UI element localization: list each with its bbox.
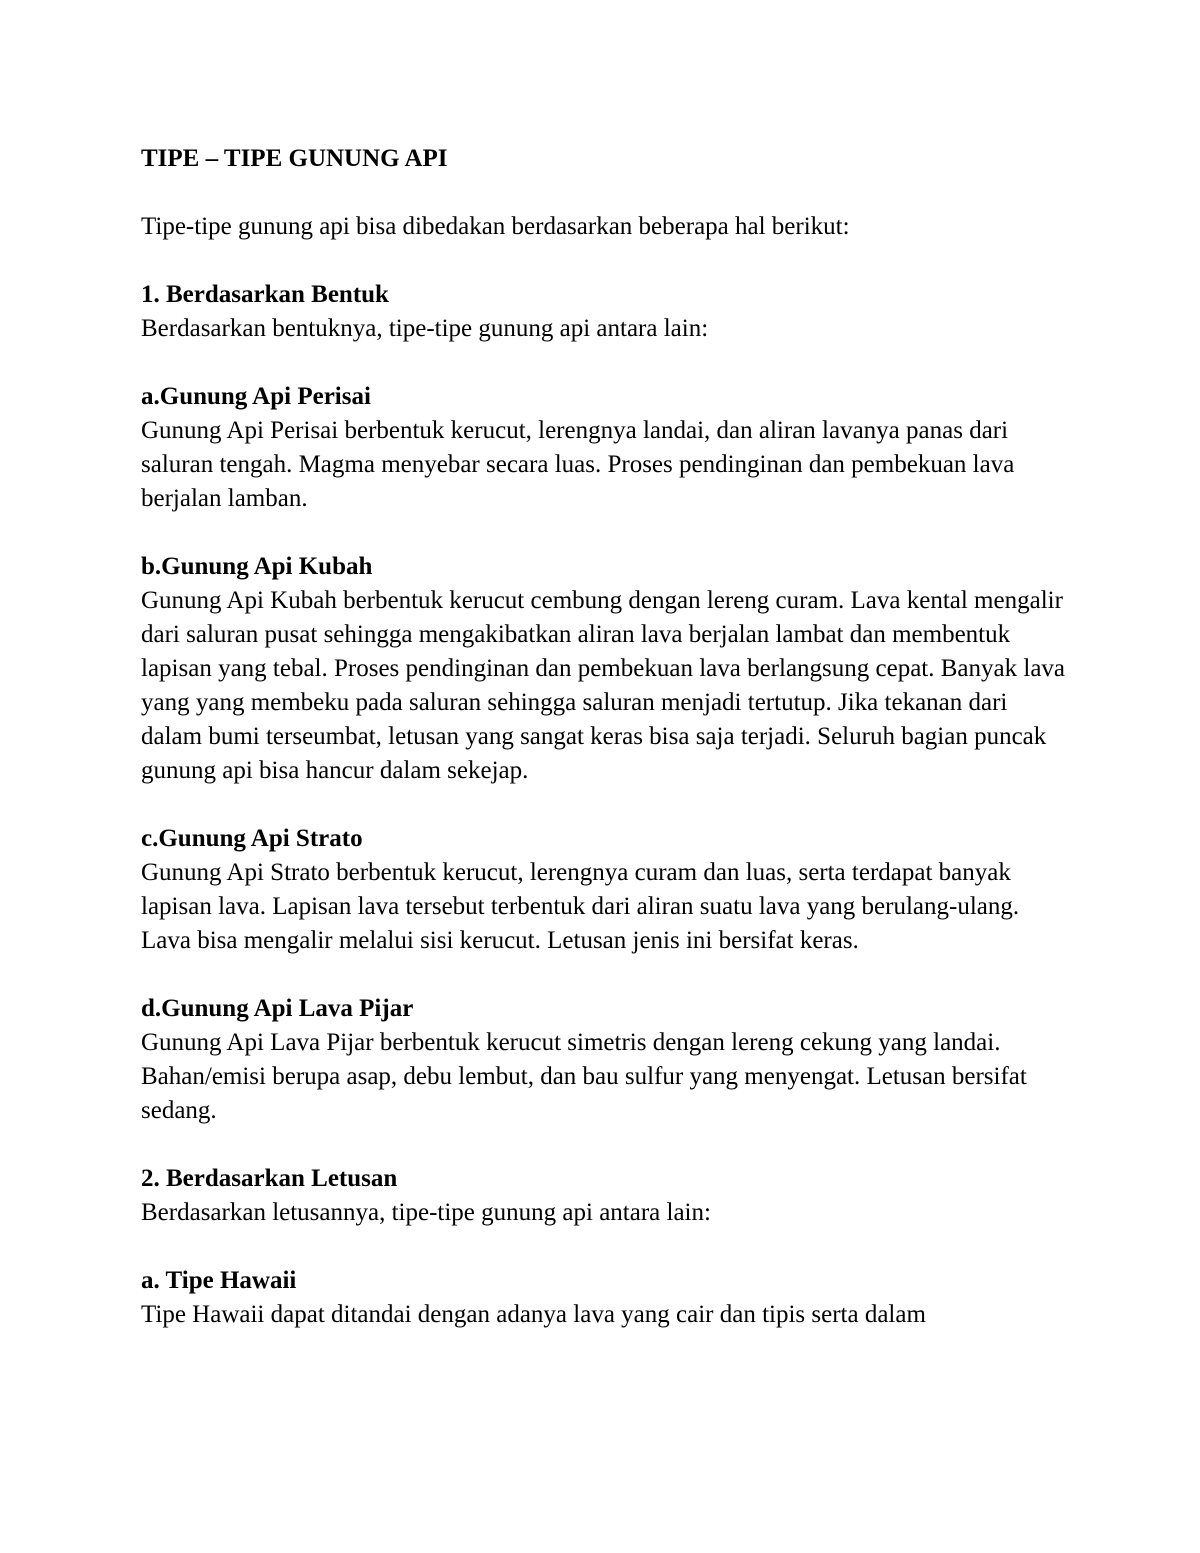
intro-paragraph: Tipe-tipe gunung api bisa dibedakan berdasarkan beberapa hal berikut: xyxy=(141,213,850,240)
section-text: Gunung Api Kubah berbentuk kerucut cembung dengan lereng curam. Lava kental mengalir dari saluran pusat sehingga mengakibatkan aliran lava berjalan lambat dan membentuk lapisan yang tebal. Proses pendinginan dan pembekuan lava berlangsung cepat. Banyak lava yang yang membeku pada saluran sehingga saluran menjadi tertutup. Jika tekanan dari dalam bumi terseumbat, letusan yang sangat keras bisa saja terjadi. Seluruh bagian puncak gunung api bisa hancur dalam sekejap. xyxy=(141,587,1066,784)
section-heading: 2. Berdasarkan Letusan xyxy=(141,1165,398,1192)
title-block xyxy=(141,142,1071,176)
section-text: Berdasarkan letusannya, tipe-tipe gunung api antara lain: xyxy=(141,1199,711,1226)
section-shield-volcano xyxy=(141,380,1071,516)
section-hawaii-type xyxy=(141,1264,1071,1332)
section-heading: d.Gunung Api Lava Pijar xyxy=(141,995,414,1022)
section-strato-volcano xyxy=(141,822,1071,958)
section-shape xyxy=(141,278,1071,346)
section-heading: 1. Berdasarkan Bentuk xyxy=(141,281,389,308)
section-text: Gunung Api Lava Pijar berbentuk kerucut simetris dengan lereng cekung yang landai. Bahan/emisi berupa asap, debu lembut, dan bau sulfur yang menyengat. Letusan bersifat sedang. xyxy=(141,1029,1027,1124)
section-heading: b.Gunung Api Kubah xyxy=(141,553,373,580)
document-page xyxy=(141,142,1071,1366)
section-dome-volcano xyxy=(141,550,1071,788)
section-text: Tipe Hawaii dapat ditandai dengan adanya lava yang cair dan tipis serta dalam xyxy=(141,1301,926,1328)
section-text: Gunung Api Perisai berbentuk kerucut, lerengnya landai, dan aliran lavanya panas dari saluran tengah. Magma menyebar secara luas. Proses pendinginan dan pembekuan lava berjalan lamban. xyxy=(141,417,1015,512)
document-title: TIPE – TIPE GUNUNG API xyxy=(141,145,448,172)
section-text: Gunung Api Strato berbentuk kerucut, lerengnya curam dan luas, serta terdapat banyak lapisan lava. Lapisan lava tersebut terbentuk dari aliran suatu lava yang berulang-ulang. Lava bisa mengalir melalui sisi kerucut. Letusan jenis ini bersifat keras. xyxy=(141,859,1020,954)
section-heading: a. Tipe Hawaii xyxy=(141,1267,297,1294)
section-lava-pijar-volcano xyxy=(141,992,1071,1128)
intro-block xyxy=(141,210,1071,244)
section-text: Berdasarkan bentuknya, tipe-tipe gunung api antara lain: xyxy=(141,315,709,342)
section-heading: a.Gunung Api Perisai xyxy=(141,383,371,410)
section-eruption xyxy=(141,1162,1071,1230)
section-heading: c.Gunung Api Strato xyxy=(141,825,363,852)
